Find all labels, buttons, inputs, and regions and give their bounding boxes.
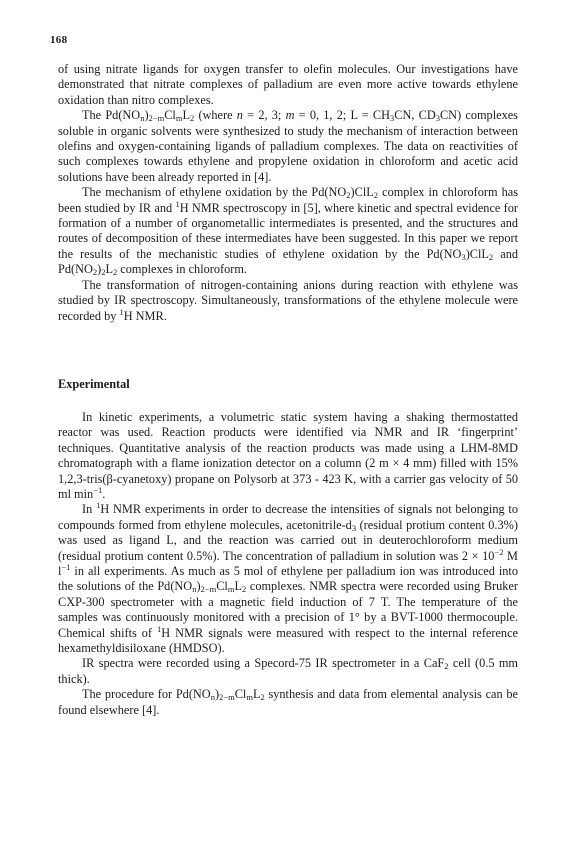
intro-paragraph-4: The transformation of nitrogen-containing anions during reaction with ethylene was studied by IR spectroscopy. Simultaneously, transformations of the ethylene molecule were recorded by $^1$H NMR. (58, 277, 518, 323)
experimental-paragraph-1: In kinetic experiments, a volumetric static system having a shaking thermostatted reactor was used. Reaction products were identified via NMR and IR ‘fingerprint’ techniques. Quantitative analysis of the reaction products was made using a LHM-8MD chromatograph with a flame ionization detector on a column (2 m × 4 mm) filled with 15% 1,2,3-tris(β-cyanetoxy) propane on Polysorb at 373 - 423 K, with a carrier gas velocity of 50 ml $\min^{-1}$. (58, 409, 518, 501)
intro-paragraph-2: The $Pd(NO_n)_{2-m}Cl_mL_2$ (where n = 2, 3; m = 0, 1, 2; $L = CH_3CN$, $CD_3CN$) complexes soluble in organic solvents were synthesized to study the mechanism of interaction between olefins and oxygen-containing ligands of palladium complexes. The data on reactivities of such complexes towards ethylene and propylene oxidation in chloroform and acetic acid solutions have been already reported in [4]. (58, 108, 518, 184)
intro-paragraph-1: of using nitrate ligands for oxygen transfer to olefin molecules. Our investigations have demonstrated that nitrate complexes of palladium are even more active towards ethylene oxidation than nitro complexes. (58, 62, 518, 107)
experimental-paragraph-3: IR spectra were recorded using a Specord-75 IR spectrometer in a CaF$_2$ cell (0.5 mm thick). (58, 656, 518, 686)
experimental-paragraph-2: In $^1$H NMR experiments in order to decrease the intensities of signals not belonging to compounds formed from ethylene molecules, acetonitrile-$d_3$ (residual protium content 0.3%) was used as ligand L, and the reaction was carried out in deuterochloroform medium (residual protium content 0.5%). The concentration of palladium in solution was $2 \times 10^{-2}$ M $l^{-1}$ in all experiments. As much as 5 mol of ethylene per palladium ion was introduced into the solutions of the $Pd(NO_n)_{2-m}Cl_mL_2$ complexes. NMR spectra were recorded using Bruker CXP-300 spectrometer with a magnetic field induction of 7 T. The temperature of the samples was continuously monitored with a precision of 1° by a BVT-1000 thermocouple. Chemical shifts of $^1$H NMR signals were measured with respect to the internal reference hexamethyldisiloxane (HMDSO). (58, 500, 519, 655)
section-heading-experimental: Experimental (58, 376, 130, 391)
experimental-paragraph-4: The procedure for $Pd(NO_n)_{2-m}Cl_mL_2$ synthesis and data from elemental analysis can be found elsewhere [4]. (58, 687, 518, 717)
page-number: 168 (50, 34, 68, 46)
intro-paragraph-3: The mechanism of ethylene oxidation by the $Pd(NO_2)ClL_2$ complex in chloroform has been studied by IR and $^1$H NMR spectroscopy in [5], where kinetic and spectral evidence for formation of a number of organometallic intermediates is presented, and the structures and routes of decomposition of these intermediates have been suggested. In this paper we report the results of the mechanistic studies of ethylene oxidation by the $Pd(NO_3)ClL_2$ and $Pd(NO_2)_2L_2$ complexes in chloroform. (58, 185, 518, 278)
text-column (58, 62, 518, 718)
